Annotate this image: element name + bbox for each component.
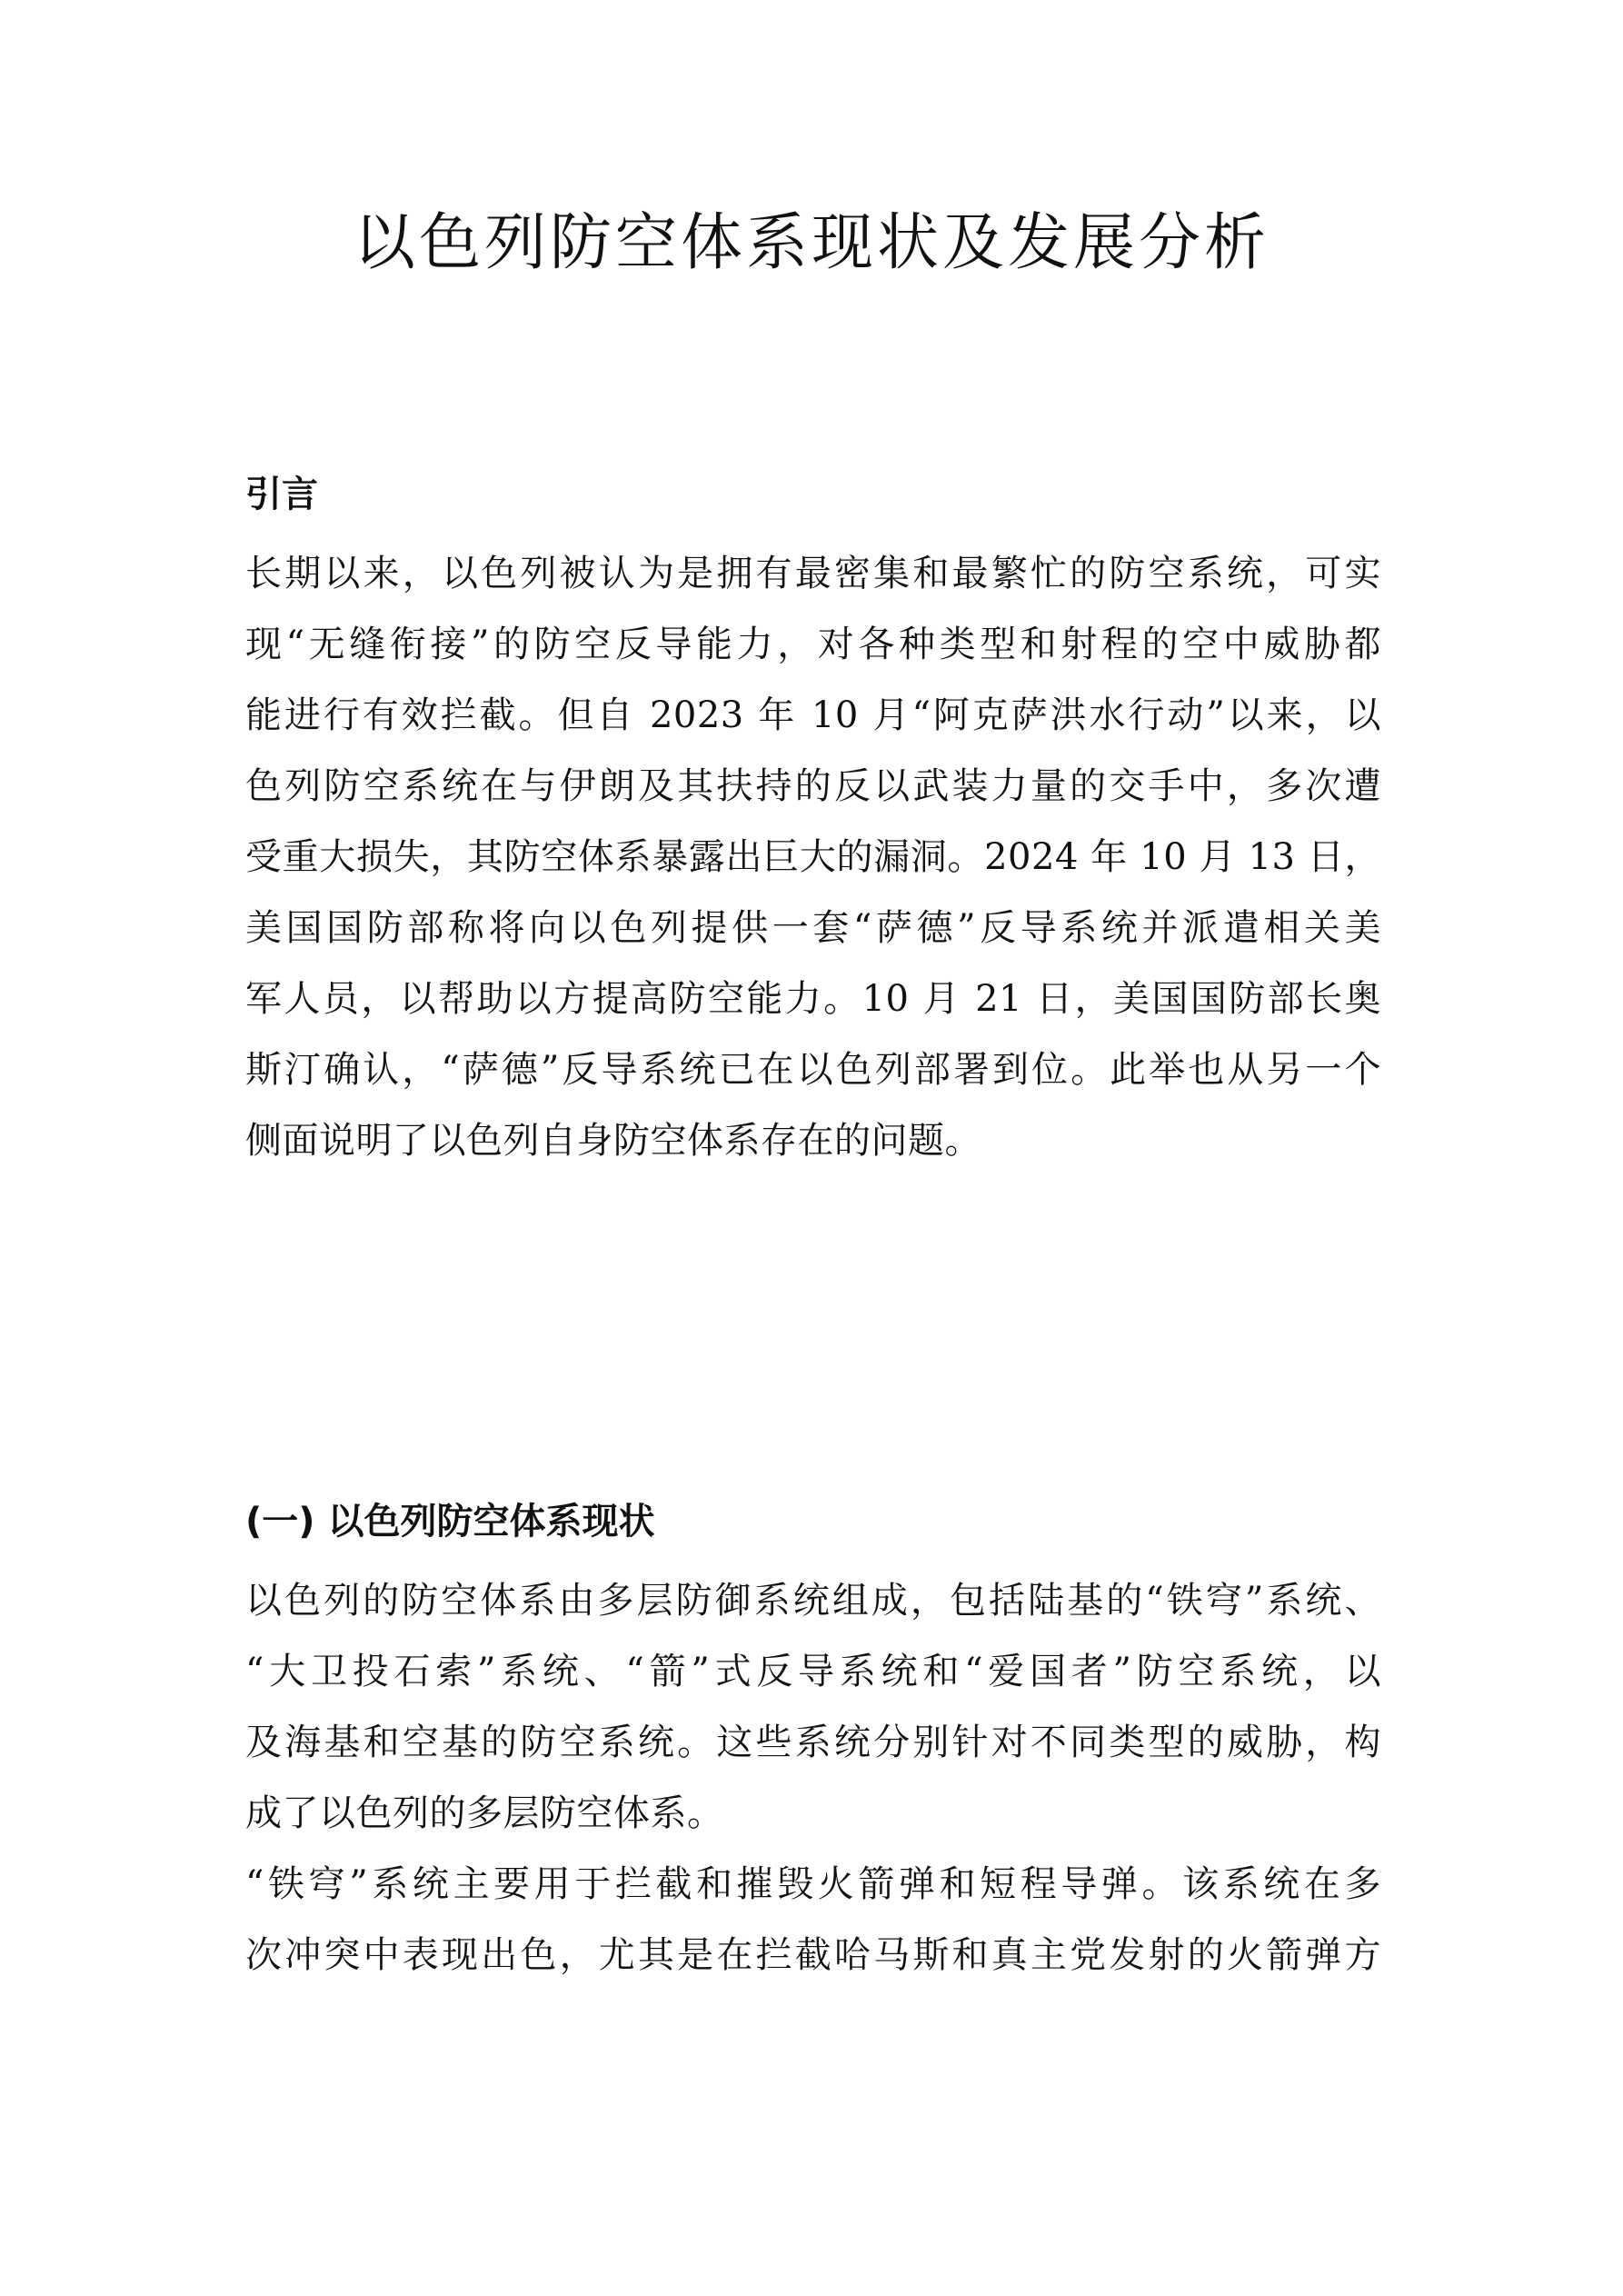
intro-line: 现“无缝衔接”的防空反导能力，对各种类型和射程的空中威胁都 bbox=[245, 624, 1381, 665]
intro-line: 能进行有效拦截。但自 2023 年 10 月“阿克萨洪水行动”以来，以 bbox=[245, 694, 1381, 736]
section-line: 成了以色列的多层防空体系。 bbox=[245, 1792, 724, 1834]
intro-line: 美国国防部称将向以色列提供一套“萨德”反导系统并派遣相关美 bbox=[245, 907, 1381, 949]
section-line: “铁穹”系统主要用于拦截和摧毁火箭弹和短程导弹。该系统在多 bbox=[245, 1863, 1381, 1905]
section-line: 次冲突中表现出色，尤其是在拦截哈马斯和真主党发射的火箭弹方 bbox=[245, 1934, 1381, 1976]
intro-line: 军人员，以帮助以方提高防空能力。10 月 21 日，美国国防部长奥 bbox=[245, 978, 1381, 1020]
intro-line: 色列防空系统在与伊朗及其扶持的反以武装力量的交手中，多次遭 bbox=[245, 765, 1381, 807]
intro-line: 长期以来，以色列被认为是拥有最密集和最繁忙的防空系统，可实 bbox=[245, 553, 1381, 594]
section-heading: (一) 以色列防空体系现状 bbox=[245, 1501, 655, 1542]
intro-paragraph bbox=[245, 538, 1381, 1176]
intro-line: 侧面说明了以色列自身防空体系存在的问题。 bbox=[245, 1120, 981, 1162]
intro-line: 斯汀确认，“萨德”反导系统已在以色列部署到位。此举也从另一个 bbox=[245, 1049, 1381, 1091]
section-line: 及海基和空基的防空系统。这些系统分别针对不同类型的威胁，构 bbox=[245, 1722, 1381, 1763]
page-title: 以色列防空体系现状及发展分析 bbox=[353, 207, 1270, 279]
section-line: 以色列的防空体系由多层防御系统组成，包括陆基的“铁穹”系统、 bbox=[245, 1580, 1381, 1622]
section-line: “大卫投石索”系统、“箭”式反导系统和“爱国者”防空系统，以 bbox=[245, 1651, 1381, 1692]
intro-heading: 引言 bbox=[245, 474, 318, 515]
intro-line: 受重大损失，其防空体系暴露出巨大的漏洞。2024 年 10 月 13 日， bbox=[245, 836, 1381, 878]
section-paragraph bbox=[245, 1849, 1381, 1991]
section-paragraph bbox=[245, 1565, 1381, 1849]
